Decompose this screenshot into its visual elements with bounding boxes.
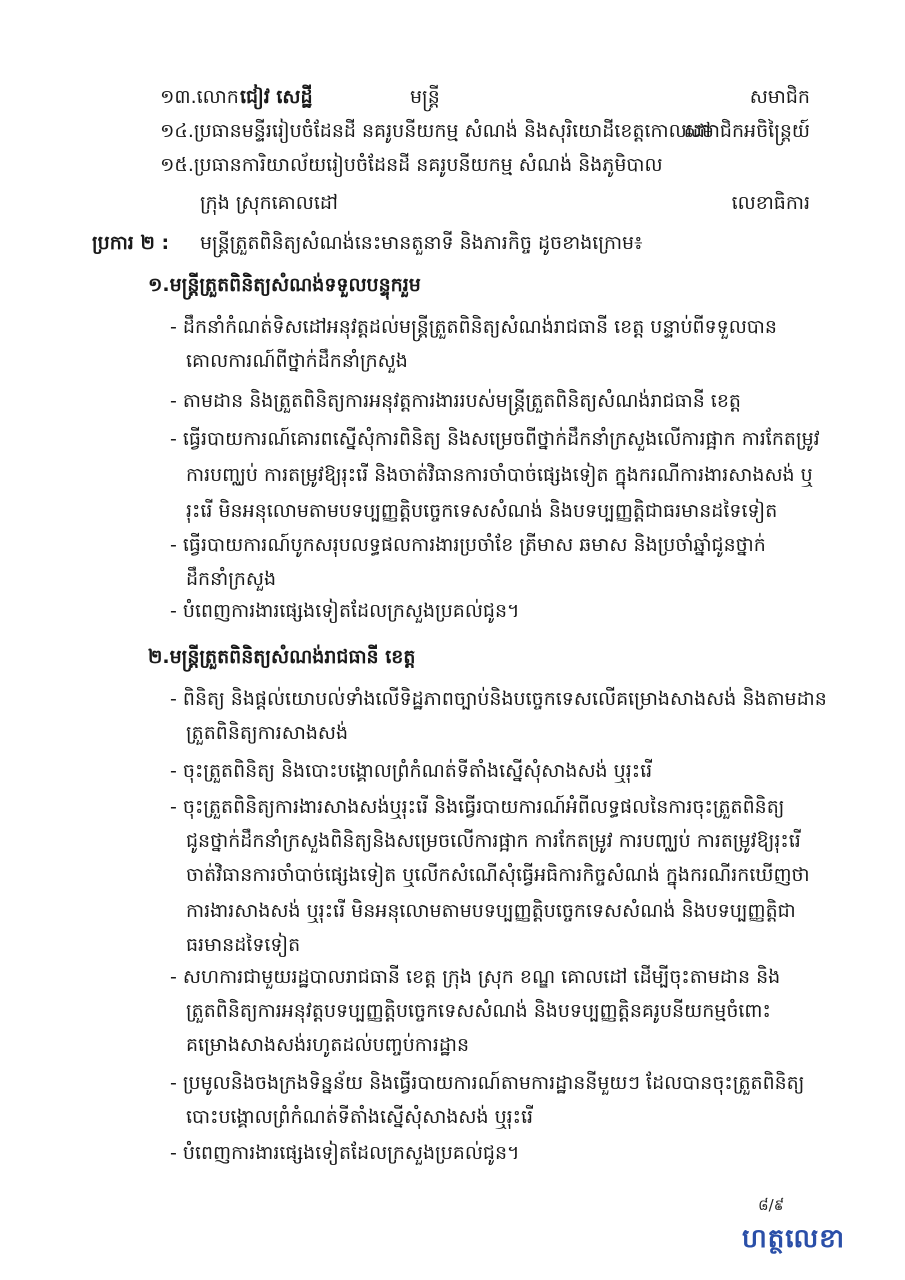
section-2-bullet-6-line-1: - បំពេញការងារផ្សេងទៀតដែលក្រសួងប្រគល់ជូន។: [170, 1142, 520, 1164]
section-2-bullet-3-line-5: ធរមានដទៃទៀត: [186, 934, 301, 956]
section-1-bullet-2-line-1: - តាមដាន និងត្រួតពិនិត្យការអនុវត្តការងាររបស់មន្ត្រីត្រួតពិនិត្យសំណង់រាជធានី ខេត្ត: [170, 390, 741, 412]
member-15-line2: ក្រុង ស្រុកគោលដៅ: [200, 192, 338, 214]
section-1-bullet-1-line-1: - ដឹកនាំកំណត់ទិសដៅអនុវត្តដល់មន្ត្រីត្រួតពិនិត្យសំណង់រាជធានី ខេត្ត បន្ទាប់ពីទទួលបាន: [170, 316, 777, 338]
section-2-bullet-5-line-1: - ប្រមូលនិងចងក្រងទិន្នន័យ និងធ្វើរបាយការណ៍តាមការដ្ឋាននីមួយៗ ដែលបានចុះត្រួតពិនិត្យ: [170, 1072, 805, 1094]
section-1-heading: ១.មន្ត្រីត្រួតពិនិត្យសំណង់ទទួលបន្ទុករួម: [148, 274, 421, 296]
member-13-role: មន្ត្រី: [410, 86, 440, 108]
section-2-bullet-3-line-2: ជូនថ្នាក់ដឹកនាំក្រសួងពិនិត្យនិងសម្រេចលើការផ្អាក ការកែតម្រូវ ការបញ្ឈប់ ការតម្រូវឱ្យរុះរើ: [186, 830, 801, 852]
section-1-bullet-3-line-2: ការបញ្ឈប់ ការតម្រូវឱ្យរុះរើ និងចាត់វិធានការចាំបាច់ផ្សេងទៀត ក្នុងករណីការងារសាងសង់ ឬ: [186, 464, 813, 486]
section-1-bullet-4-line-2: ដឹកនាំក្រសួង: [186, 568, 277, 590]
section-2-heading: ២.មន្ត្រីត្រួតពិនិត្យសំណង់រាជធានី ខេត្ត: [148, 646, 416, 668]
page-number: ៨/៩: [758, 1196, 785, 1214]
member-15-line1: ១៥.ប្រធានការិយាល័យរៀបចំដែនដី នគរូបនីយកម្ម សំណង់ និងភូមិបាល: [160, 154, 663, 176]
member-13-position: សមាជិក: [749, 86, 810, 108]
section-2-bullet-1-line-2: ត្រួតពិនិត្យការសាងសង់: [186, 722, 349, 744]
section-1-bullet-1-line-2: គោលការណ៍ពីថ្នាក់ដឹកនាំក្រសួង: [186, 350, 408, 372]
section-2-bullet-3-line-3: ចាត់វិធានការចាំបាច់ផ្សេងទៀត ឬលើកសំណើសុំធ្វើអធិការកិច្ចសំណង់ ក្នុងករណីរកឃើញថា: [186, 864, 810, 886]
section-1-bullet-4-line-1: - ធ្វើរបាយការណ៍បូកសរុបលទ្ធផលការងារប្រចាំខែ ត្រីមាស ឆមាស និងប្រចាំឆ្នាំជូនថ្នាក់: [170, 534, 766, 556]
section-1-bullet-3-line-1: - ធ្វើរបាយការណ៍គោរពស្នើសុំការពិនិត្យ និងសម្រេចពីថ្នាក់ដឹកនាំក្រសួងលើការផ្អាក ការកែតម្រូវ: [170, 428, 820, 450]
article-2-label: ប្រការ ២ :: [92, 232, 170, 254]
member-13-name: ជៀវ សេដ្ឋី: [240, 86, 313, 108]
section-2-bullet-4-line-2: ត្រួតពិនិត្យការអនុវត្តបទប្បញ្ញត្តិបច្ចេកទេសសំណង់ និងបទប្បញ្ញត្តិនគរូបនីយកម្មចំពោះ: [186, 1000, 771, 1022]
section-1-bullet-3-line-3: រុះរើ មិនអនុលោមតាមបទប្បញ្ញត្តិបច្ចេកទេសសំណង់ និងបទប្បញ្ញត្តិជាធរមានដទៃទៀត: [186, 500, 778, 522]
section-2-bullet-1-line-1: - ពិនិត្យ និងផ្តល់យោបល់ទាំងលើទិដ្ឋភាពច្បាប់និងបច្ចេកទេសលើគម្រោងសាងសង់ និងតាមដាន: [170, 688, 827, 710]
member-13-label: ១៣.លោក: [160, 86, 239, 108]
section-2-bullet-3-line-1: - ចុះត្រួតពិនិត្យការងារសាងសង់ឬរុះរើ និងធ្វើរបាយការណ៍អំពីលទ្ធផលនៃការចុះត្រួតពិនិត្យ: [170, 796, 785, 818]
member-15-position: លេខាធិការ: [731, 192, 810, 214]
section-2-bullet-5-line-2: បោះបង្គោលព្រំកំណត់ទីតាំងស្នើសុំសាងសង់ ឬរុះរើ: [186, 1106, 534, 1128]
member-14-text: ១៤.ប្រធានមន្ទីររៀបចំដែនដី នគរូបនីយកម្ម សំណង់ និងសុរិយោដីខេត្តកោលដៅ: [160, 120, 711, 142]
section-2-bullet-4-line-1: - សហការជាមួយរដ្ឋបាលរាជធានី ខេត្ត ក្រុង ស្រុក ខណ្ឌ គោលដៅ ដើម្បីចុះតាមដាន និង: [170, 966, 781, 988]
article-2-intro: មន្ត្រីត្រួតពិនិត្យសំណង់នេះមានតួនាទី និងភារកិច្ច ដូចខាងក្រោម៖: [200, 232, 643, 254]
section-2-bullet-2-line-1: - ចុះត្រួតពិនិត្យ និងបោះបង្គោលព្រំកំណត់ទីតាំងស្នើសុំសាងសង់ ឬរុះរើ: [170, 760, 653, 782]
handwritten-initials: ហត្ថលេខា: [742, 1224, 846, 1254]
section-2-bullet-4-line-3: គម្រោងសាងសង់រហូតដល់បញ្ចប់ការដ្ឋាន: [186, 1034, 470, 1056]
section-2-bullet-3-line-4: ការងារសាងសង់ ឬរុះរើ មិនអនុលោមតាមបទប្បញ្ញត្តិបច្ចេកទេសសំណង់ និងបទប្បញ្ញត្តិជា: [186, 900, 796, 922]
section-1-bullet-5-line-1: - បំពេញការងារផ្សេងទៀតដែលក្រសួងប្រគល់ជូន។: [170, 600, 520, 622]
member-14-position: សមាជិកអចិន្ត្រៃយ៍: [683, 120, 810, 142]
